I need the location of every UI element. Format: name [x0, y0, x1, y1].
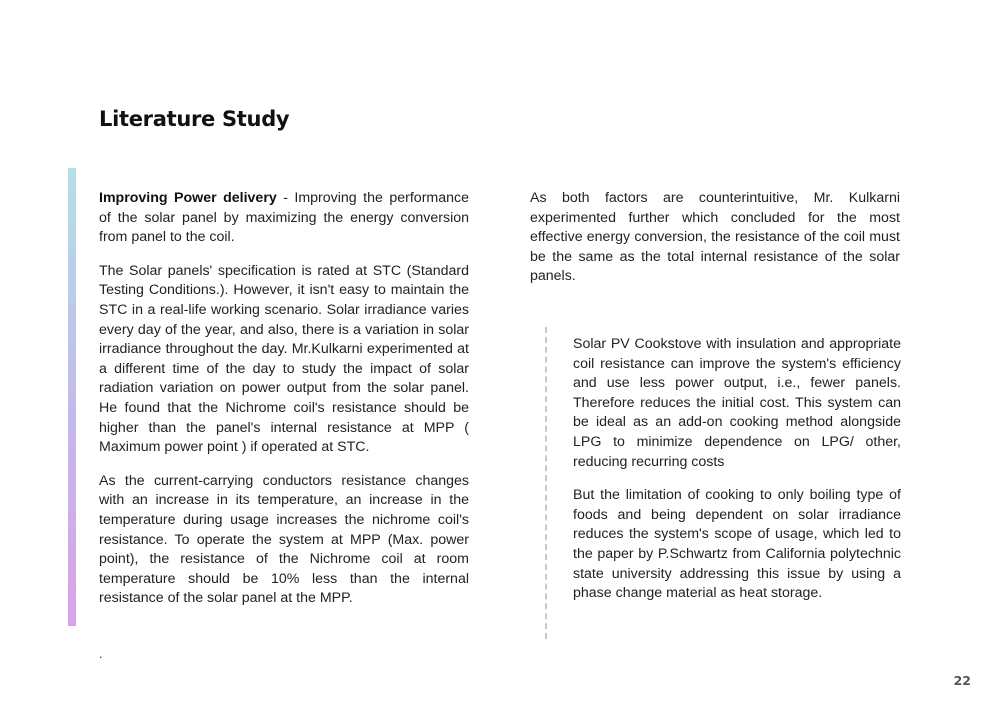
- quote-block: [573, 335, 901, 618]
- quote-paragraph-limitation: But the limitation of cooking to only boiling type of foods and being dependent on solar irradiance reduces the system's scope of usage, which led to the paper by P.Schwartz from California polytechnic state university addressing this issue by using a phase change material as heat storage.: [573, 487, 901, 602]
- paragraph-counterintuitive: As both factors are counterintuitive, Mr. Kulkarni experimented further which concluded for the most effective energy conversion, the resistance of the coil must be the same as the total internal resistance of the solar panels.: [530, 190, 900, 285]
- page-number: 22: [953, 673, 971, 688]
- page-title: Literature Study: [99, 107, 290, 131]
- left-column: [99, 189, 469, 623]
- quote-paragraph-cookstove: Solar PV Cookstove with insulation and appropriate coil resistance can improve the system's efficiency and use less power output, i.e., fewer panels. Therefore reduces the initial cost. This system can be ideal as an add-on cooking method alongside LPG to minimize dependence on LPG/ other, reducing recurring costs: [573, 336, 901, 470]
- paragraph-improving-power: [99, 189, 469, 248]
- paragraph-stc: The Solar panels' specification is rated at STC (Standard Testing Conditions.). However, it isn't easy to maintain the STC in a real-life working scenario. Solar irradiance varies every day of the year, and also, there is a variation in solar irradiance throughout the day. Mr.Kulkarni experimented at a different time of the day to study the impact of solar radiation variation on power output from the solar panel. He found that the Nichrome coil's resistance should be higher than the panel's internal resistance at MPP ( Maximum power point ) if operated at STC.: [99, 262, 469, 456]
- stray-mark: .: [99, 646, 103, 661]
- quote-divider: [545, 327, 547, 639]
- paragraph-resistance: As the current-carrying conductors resistance changes with an increase in its temperature, an increase in the temperature during usage increases the nichrome coil's resistance. To operate the system at MPP (Max. power point), the resistance of the Nichrome coil at room temperature should be 10% less than the internal resistance of the solar panel at the MPP.: [99, 472, 469, 607]
- paragraph-lead-text: - Improving the performance of the solar panel by maximizing the energy conversion from panel to the coil.: [99, 190, 470, 246]
- paragraph-lead-heading: Improving Power delivery: [99, 190, 277, 206]
- accent-gradient-bar: [68, 168, 76, 626]
- right-column: [530, 189, 900, 301]
